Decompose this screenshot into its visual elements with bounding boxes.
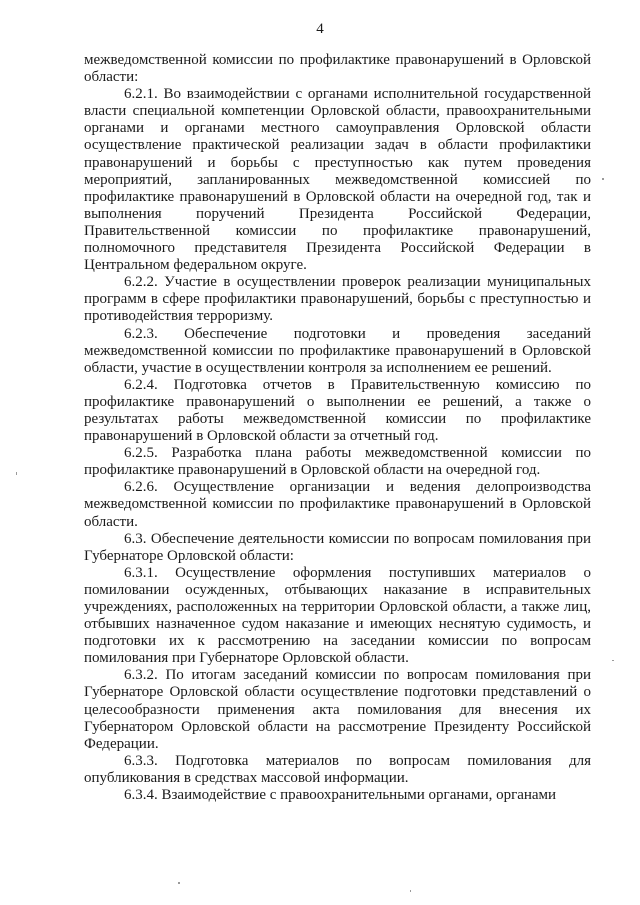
- scan-speck: [612, 660, 614, 661]
- paragraph-6-2-2: 6.2.2. Участие в осуществлении проверок реализации муниципальных программ в сфере профилактики правонарушений, борьбы с преступностью и противодействия терроризму.: [84, 274, 591, 325]
- paragraph-6-2-3: 6.2.3. Обеспечение подготовки и проведения заседаний межведомственной комиссии по профилактике правонарушений в Орловской области, участие в осуществлении контроля за исполнением ее решений.: [84, 325, 591, 376]
- paragraph-6-3-3: 6.3.3. Подготовка материалов по вопросам помилования для опубликования в средствах массовой информации.: [84, 752, 591, 786]
- paragraph-6-2-4: 6.2.4. Подготовка отчетов в Правительственную комиссию по профилактике правонарушений о выполнении ее решений, а также о результатах работы межведомственной комиссии по профилактике правонарушений в Орловской области за отчетный год.: [84, 376, 591, 445]
- paragraph-6-2-1: 6.2.1. Во взаимодействии с органами исполнительной государственной власти специальной компетенции Орловской области, правоохранительными органами и органами местного самоуправления Орловской области осуществление практической реализации задач в области профилактики правонарушений и борьбы с преступностью как путем проведения мероприятий, запланированных межведомственной комиссией по профилактике правонарушений в Орловской области на очередной год, так и выполнения поручений Президента Российской Федерации, Правительственной комиссии по профилактике правонарушений, полномочного представителя Президента Российской Федерации в Центральном федеральном округе.: [84, 86, 591, 274]
- paragraph-6-3-1: 6.3.1. Осуществление оформления поступивших материалов о помиловании осужденных, отбывающих наказание в исправительных учреждениях, расположенных на территории Орловской области, а также лиц, отбывших назначенное судом наказание и имеющих неснятую судимость, и подготовки их к рассмотрению на заседании комиссии по вопросам помилования при Губернаторе Орловской области.: [84, 564, 591, 667]
- scan-speck: [178, 882, 180, 884]
- document-body: [84, 52, 591, 804]
- paragraph-continuation: межведомственной комиссии по профилактике правонарушений в Орловской области:: [84, 52, 591, 86]
- paragraph-6-3: 6.3. Обеспечение деятельности комиссии по вопросам помилования при Губернаторе Орловской области:: [84, 530, 591, 564]
- paragraph-6-2-6: 6.2.6. Осуществление организации и ведения делопроизводства межведомственной комиссии по профилактике правонарушений в Орловской области.: [84, 479, 591, 530]
- paragraph-6-3-2: 6.3.2. По итогам заседаний комиссии по вопросам помилования при Губернаторе Орловской области осуществление подготовки представлений о целесообразности применения акта помилования для внесения их Губернатором Орловской области на рассмотрение Президенту Российской Федерации.: [84, 667, 591, 752]
- scan-speck: [16, 472, 17, 475]
- scan-speck: [602, 178, 604, 180]
- paragraph-6-2-5: 6.2.5. Разработка плана работы межведомственной комиссии по профилактике правонарушений в Орловской области на очередной год.: [84, 445, 591, 479]
- paragraph-6-3-4: 6.3.4. Взаимодействие с правоохранительными органами, органами: [124, 787, 557, 804]
- page-number: 4: [316, 21, 324, 37]
- scan-speck: [410, 890, 411, 892]
